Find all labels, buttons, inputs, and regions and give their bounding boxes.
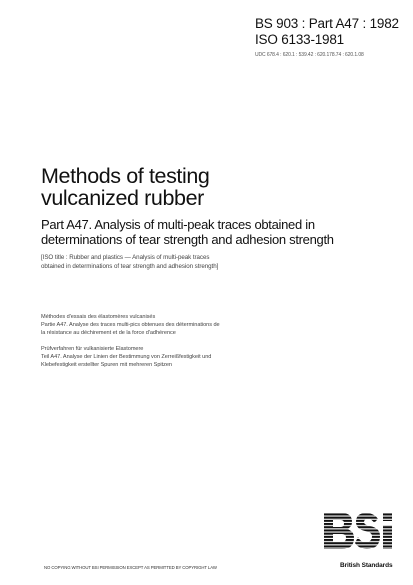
french-title-line-2: Partie A47. Analyse des traces multi-pics obtenues des déterminations de xyxy=(41,322,220,328)
iso-title xyxy=(41,253,391,271)
german-title-line-1: Prüfverfahren für vulkanisierte Elastomere xyxy=(41,346,144,352)
french-title-line-3: la résistance au déchirement et de la force d'adhérence xyxy=(41,330,176,336)
french-title-line-1: Méthodes d'essais des élastomères vulcanisés xyxy=(41,314,156,320)
udc-classification: UDC 678.4 : 620.1 : 539.42 : 620.178.74 : 620.1.08 xyxy=(255,52,364,58)
german-title-line-3: Klebefestigkeit erstellter Spuren mit mehreren Spitzen xyxy=(41,362,172,368)
main-title-line-2: vulcanized rubber xyxy=(41,186,204,210)
copyright-notice: NO COPYING WITHOUT BSI PERMISSION EXCEPT AS PERMITTED BY COPYRIGHT LAW xyxy=(44,565,217,570)
french-title xyxy=(41,313,341,337)
main-title-line-1: Methods of testing xyxy=(41,164,210,188)
part-title-line-2: determinations of tear strength and adhesion strength xyxy=(41,232,334,247)
part-title xyxy=(41,217,391,247)
standard-number: BS 903 : Part A47 : 1982 xyxy=(255,16,399,31)
standard-header xyxy=(255,16,405,59)
bsi-logo xyxy=(322,507,400,569)
iso-number: ISO 6133-1981 xyxy=(255,32,344,47)
part-title-line-1: Part A47. Analysis of multi-peak traces obtained in xyxy=(41,217,315,232)
iso-title-line-2: obtained in determinations of tear strength and adhesion strength] xyxy=(41,263,219,270)
main-title xyxy=(41,165,391,209)
title-block xyxy=(41,165,391,271)
bsi-logo-subtitle: British Standards xyxy=(340,562,393,569)
iso-title-line-1: [ISO title : Rubber and plastics — Analysis of multi-peak traces xyxy=(41,254,210,261)
german-title xyxy=(41,345,341,369)
german-title-line-2: Teil A47. Analyse der Linien der Bestimmung von Zerreißfestigkeit und xyxy=(41,354,212,360)
